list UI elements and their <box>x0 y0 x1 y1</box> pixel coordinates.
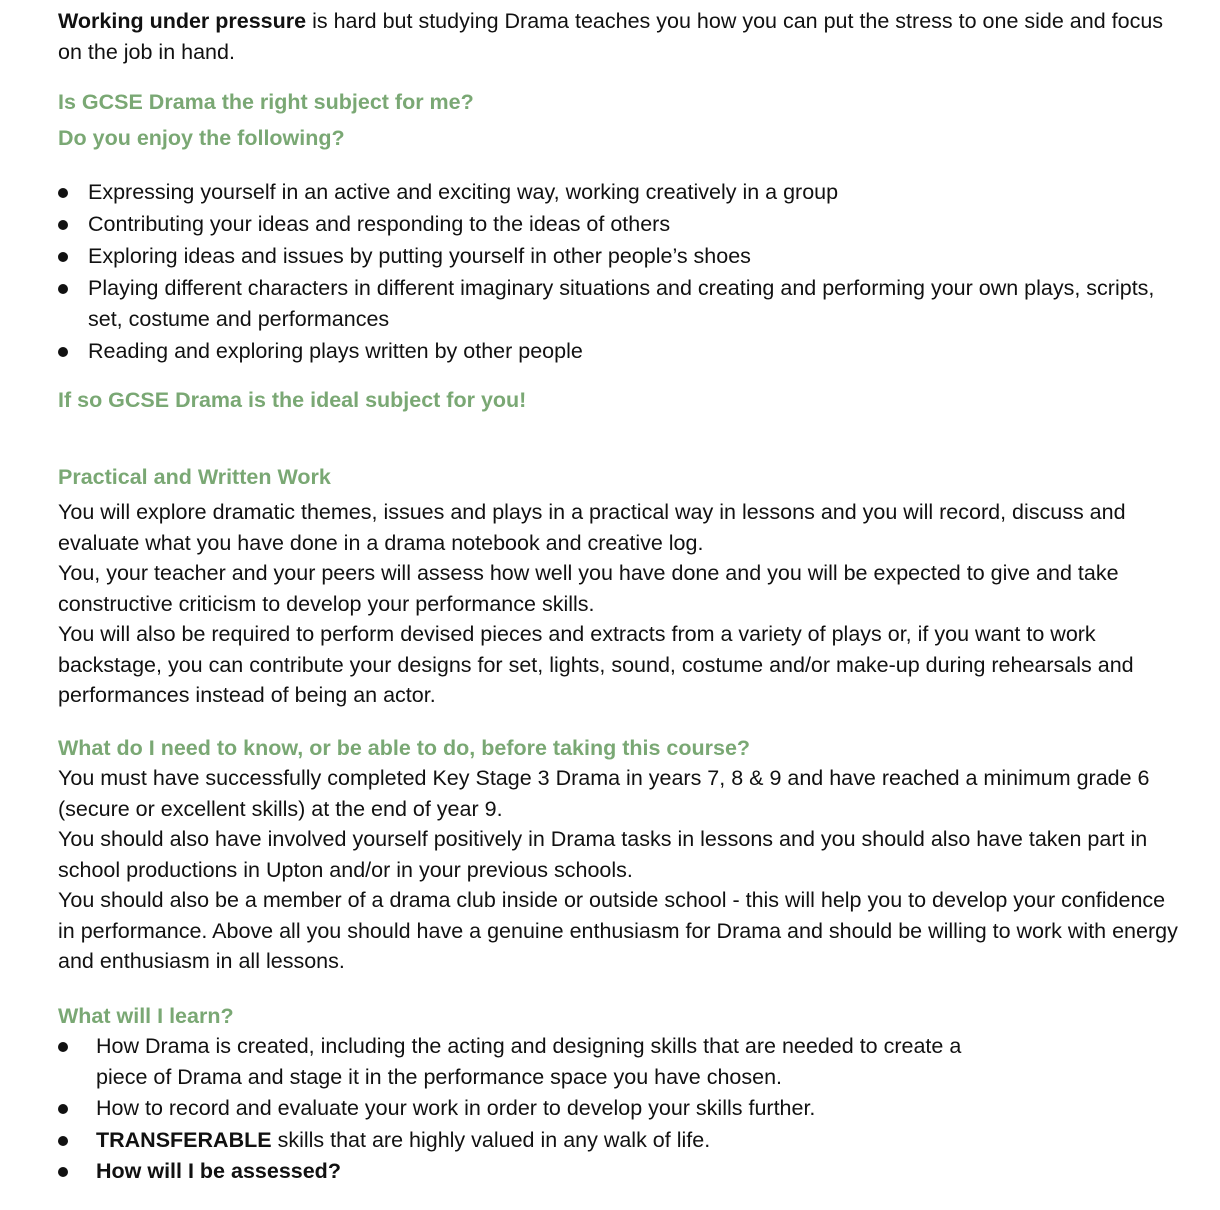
requirements-paragraph-2: You should also have involved yourself positively in Drama tasks in lessons and you should also have taken part in school productions in Upton and/or in your previous schools. <box>58 827 1148 882</box>
list-item <box>58 1093 1178 1124</box>
bullet-icon <box>58 284 68 294</box>
list-item <box>58 241 1178 272</box>
intro-bold-text: Working under pressure <box>58 9 307 33</box>
list-item-bold-text: How will I be assessed? <box>96 1159 341 1183</box>
bullet-icon <box>58 1136 68 1146</box>
list-item-text: Playing different characters in different imaginary situations and creating and performing your own plays, scripts, set, costume and performances <box>88 276 1155 331</box>
bullet-icon <box>58 347 68 357</box>
list-item <box>58 1125 1178 1156</box>
list-item-text: Exploring ideas and issues by putting yourself in other people’s shoes <box>88 244 751 268</box>
list-item-text: Expressing yourself in an active and exciting way, working creatively in a group <box>88 180 839 204</box>
list-item <box>58 336 1178 367</box>
list-item-text: skills that are highly valued in any walk of life. <box>271 1127 711 1152</box>
practical-paragraph-2: You, your teacher and your peers will assess how well you have done and you will be expected to give and take constructive criticism to develop your performance skills. <box>58 561 1119 616</box>
ideal-subject-conclusion: If so GCSE Drama is the ideal subject for you! <box>58 388 527 412</box>
bullet-icon <box>58 1167 68 1177</box>
bullet-icon <box>58 1042 68 1052</box>
heading-right-subject: Is GCSE Drama the right subject for me? <box>58 90 474 114</box>
practical-paragraph-1: You will explore dramatic themes, issues and plays in a practical way in lessons and you will record, discuss and evaluate what you have done in a drama notebook and creative log. <box>58 500 1126 555</box>
heading-practical-written: Practical and Written Work <box>58 464 331 489</box>
heading-what-learn: What will I learn? <box>58 1003 234 1028</box>
document-page <box>58 6 1178 1188</box>
bullet-icon <box>58 1104 68 1114</box>
requirements-paragraph-1: You must have successfully completed Key Stage 3 Drama in years 7, 8 & 9 and have reached a minimum grade 6 (secure or excellent skills) at the end of year 9. <box>58 766 1150 821</box>
list-item-text: How to record and evaluate your work in order to develop your skills further. <box>96 1096 816 1120</box>
list-item <box>58 177 1178 208</box>
bullet-icon <box>58 252 68 262</box>
intro-paragraph <box>58 6 1178 67</box>
intro-text: is hard but studying Drama teaches you how you can put the stress to one side and focus on the job in hand. <box>58 9 1164 64</box>
list-item-text: Contributing your ideas and responding to the ideas of others <box>88 212 671 236</box>
learn-list <box>58 1031 1178 1187</box>
list-item <box>58 209 1178 240</box>
list-item <box>58 1031 1178 1092</box>
heading-enjoy-following: Do you enjoy the following? <box>58 125 345 150</box>
list-item <box>58 273 1178 334</box>
bullet-icon <box>58 188 68 198</box>
requirements-paragraph-3: You should also be a member of a drama club inside or outside school - this will help you to develop your confidence in performance. Above all you should have a genuine enthusiasm for Drama and should be willing to work with energy and enthusiasm in all lessons. <box>58 888 1178 973</box>
enjoy-list <box>58 177 1178 366</box>
bullet-icon <box>58 220 68 230</box>
heading-before-course: What do I need to know, or be able to do, before taking this course? <box>58 735 751 760</box>
list-item-bold-text: TRANSFERABLE <box>96 1127 272 1152</box>
list-item <box>58 1156 1178 1187</box>
list-item-text: How Drama is created, including the acting and designing skills that are needed to create a <box>96 1034 962 1058</box>
list-item-text: piece of Drama and stage it in the performance space you have chosen. <box>96 1064 783 1089</box>
practical-paragraph-3: You will also be required to perform devised pieces and extracts from a variety of plays or, if you want to work backstage, you can contribute your designs for set, lights, sound, costume and/or make-up during rehearsals and performances instead of being an actor. <box>58 622 1134 707</box>
list-item-text: Reading and exploring plays written by other people <box>88 338 583 363</box>
